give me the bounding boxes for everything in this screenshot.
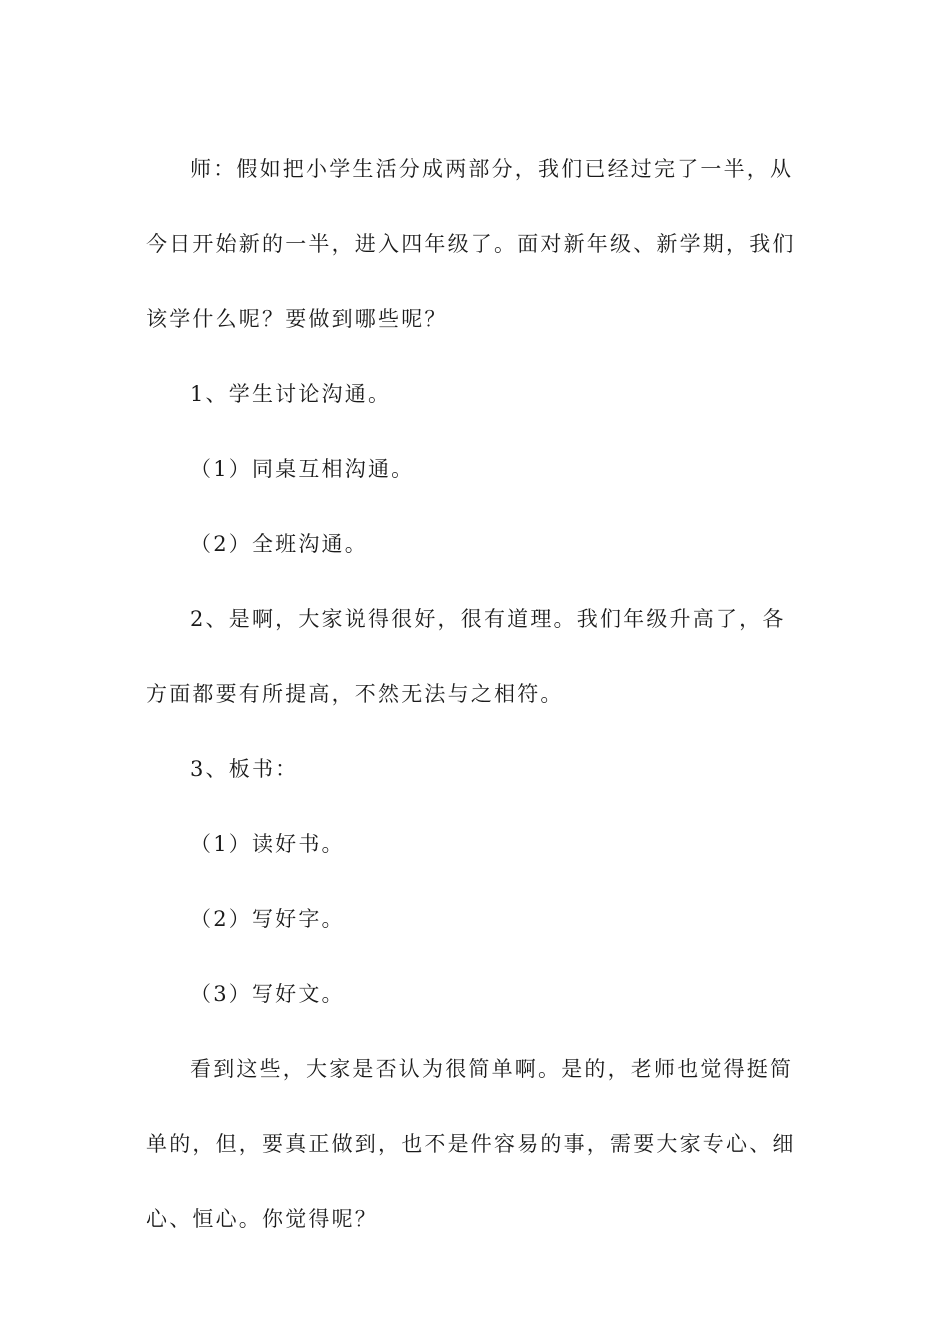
paragraph-step-1-sub-2: （2）全班沟通。 xyxy=(190,532,368,556)
paragraph-step-3-sub-3: （3）写好文。 xyxy=(190,982,345,1006)
document-body xyxy=(146,132,806,1257)
paragraph-conclusion: 看到这些，大家是否认为很简单啊。是的，老师也觉得挺简单的，但，要真正做到，也不是件容易的事，需要大家专心、细心、恒心。你觉得呢？ xyxy=(146,1057,796,1231)
paragraph-step-3-sub-1: （1）读好书。 xyxy=(190,832,345,856)
paragraph-teacher-intro: 师：假如把小学生活分成两部分，我们已经过完了一半，从今日开始新的一半，进入四年级了。面对新年级、新学期，我们该学什么呢？要做到哪些呢？ xyxy=(146,157,796,331)
paragraph-step-3: 3、板书： xyxy=(190,757,299,781)
paragraph-step-3-sub-2: （2）写好字。 xyxy=(190,907,345,931)
paragraph-step-2: 2、是啊，大家说得很好，很有道理。我们年级升高了，各方面都要有所提高，不然无法与之相符。 xyxy=(146,607,786,706)
paragraph-step-1: 1、学生讨论沟通。 xyxy=(190,382,392,406)
paragraph-step-1-sub-1: （1）同桌互相沟通。 xyxy=(190,457,415,481)
